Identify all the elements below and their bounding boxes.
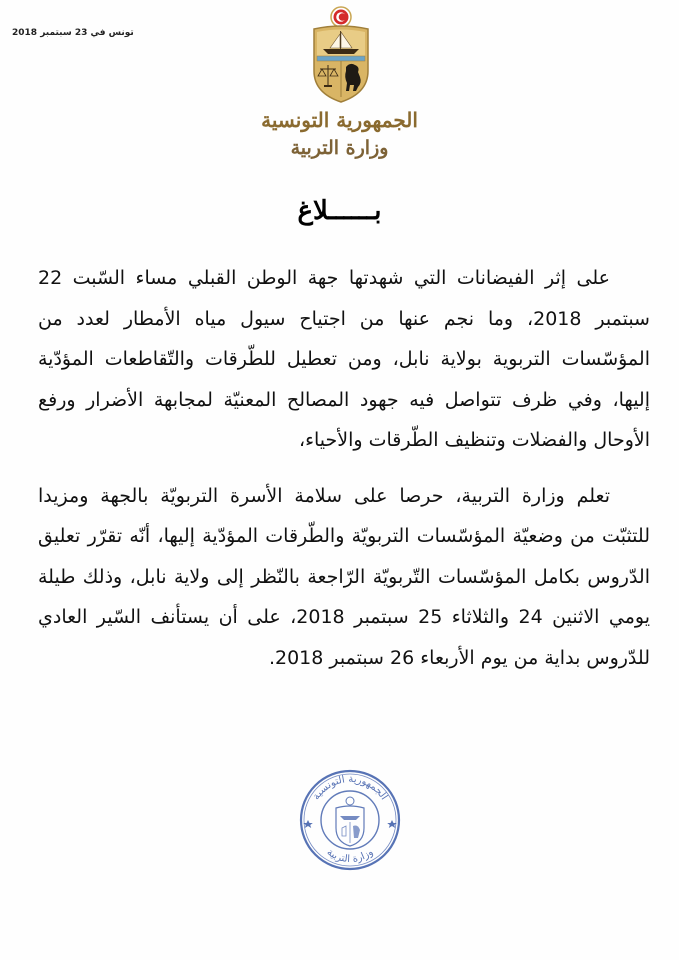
ministry-name: وزارة التربية — [290, 137, 389, 159]
paragraph-2: تعلم وزارة التربية، حرصا على سلامة الأسرة التربويّة بالجهة ومزيدا للتثبّت من وضعيّة المؤسّسات التربويّة والطّرقات المؤدّية إليها، أنّه تقرّر تعليق الدّروس بكامل المؤسّسات التّربويّة الرّاجعة بالنّظر إلى ولاية نابل، وذلك طيلة يومي الاثنين 24 والثلاثاء 25 سبتمبر 2018، على أن يستأنف السّير العادي للدّروس بداية من يوم الأربعاء 26 سبتمبر 2018. — [38, 484, 651, 669]
official-seal-icon — [298, 768, 402, 872]
date-line: تونس في 23 سبتمبر 2018 — [12, 28, 134, 38]
paragraph-1: على إثر الفيضانات التي شهدتها جهة الوطن القبلي مساء السّبت 22 سبتمبر 2018، وما نجم عنها من اجتياح سيول مياه الأمطار لعدد من المؤسّسات التربوية بولاية نابل، ومن تعطيل للطّرقات والتّقاطعات المؤدّية إليها، وفي ظرف تتواصل فيه جهود المصالح المعنيّة لمجابهة الأضرار ورفع الأوحال والفضلات وتنظيف الطّرقات والأحياء، — [38, 267, 650, 451]
document-title: بــــــلاغ — [297, 196, 382, 226]
tunisia-coat-of-arms-icon — [308, 5, 374, 105]
seal-top-text: الجمهورية التونسية — [310, 773, 390, 803]
document-body — [38, 258, 650, 693]
republic-name: الجمهورية التونسية — [261, 108, 418, 132]
seal-bottom-text: وزارة التربية — [324, 846, 376, 866]
